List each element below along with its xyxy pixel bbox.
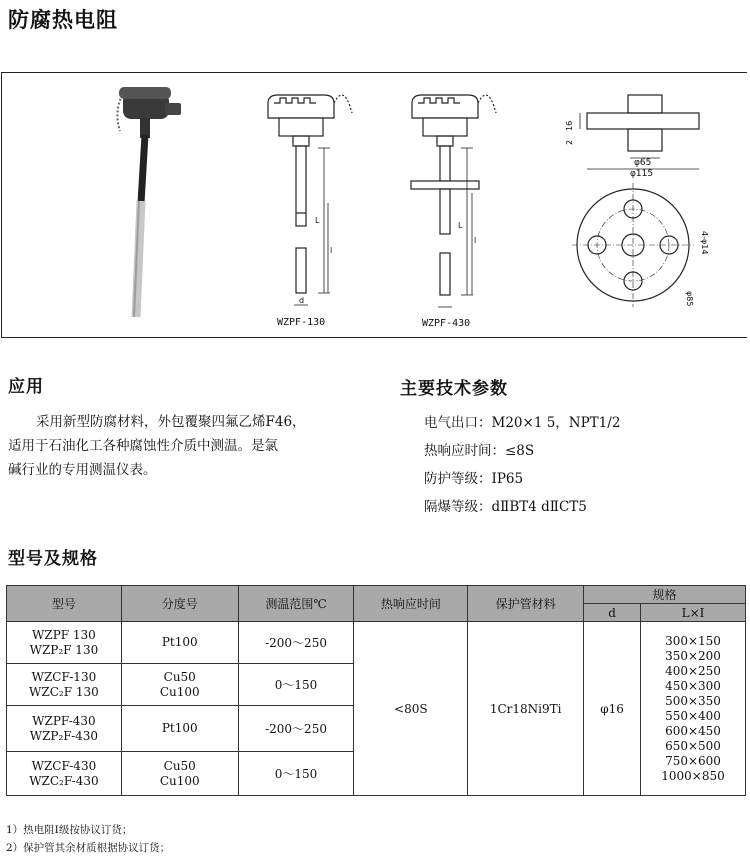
dim-phi115: φ115 — [630, 169, 654, 179]
header-d: d — [584, 604, 641, 622]
graduation-cell: Pt100 — [121, 622, 238, 664]
dim-16: 16 — [565, 120, 574, 131]
header-range: 测温范围℃ — [238, 586, 354, 622]
application-text — [8, 410, 378, 482]
table-header-row — [7, 586, 746, 604]
product-drawing — [2, 73, 748, 339]
spec-table — [6, 585, 746, 796]
dim-l-430: l — [474, 236, 477, 245]
dim-phi85: φ85 — [685, 291, 694, 307]
header-model: 型号 — [7, 586, 122, 622]
lengths-cell: 300×150 350×200 400×250 450×300 500×350 550×400 600×450 650×500 750×600 1000×850 — [641, 622, 746, 796]
graduation-cell: Cu50 Cu100 — [121, 664, 238, 706]
param-protection-grade: 防护等级：IP65 — [424, 471, 524, 487]
wzpf-430-drawing — [411, 95, 496, 307]
dim-2: 2 — [565, 139, 574, 145]
params-heading: 主要技术参数 — [400, 379, 508, 399]
range-cell: 0～150 — [238, 752, 354, 796]
range-cell: -200～250 — [238, 706, 354, 752]
header-response: 热响应时间 — [354, 586, 468, 622]
params-list — [424, 409, 744, 521]
note-1: 1）热电阻I级按协议订货； — [6, 824, 133, 836]
header-spec: 规格 — [584, 586, 746, 604]
graduation-cell: Pt100 — [121, 706, 238, 752]
response-cell: <80S — [354, 622, 468, 796]
param-electrical-outlet: 电气出口：M20×1 5，NPT1/2 — [424, 415, 621, 431]
header-graduation: 分度号 — [121, 586, 238, 622]
model-cell: WZCF-430 WZC₂F-430 — [7, 752, 122, 796]
material-cell: 1Cr18Ni9Ti — [468, 622, 584, 796]
header-lxi: L×I — [641, 604, 746, 622]
note-2: 2）保护管其余材质根据协议订货； — [6, 842, 171, 854]
range-cell: -200～250 — [238, 622, 354, 664]
header-material: 保护管材料 — [468, 586, 584, 622]
application-line: 碱行业的专用测温仪表。 — [8, 462, 157, 478]
label-wzpf-130: WZPF-130 — [277, 317, 326, 328]
product-photo — [117, 87, 181, 317]
model-cell: WZPF 130 WZP₂F 130 — [7, 622, 122, 664]
model-cell: WZCF-130 WZC₂F 130 — [7, 664, 122, 706]
label-wzpf-430: WZPF-430 — [422, 318, 471, 329]
dim-d-130: d — [299, 296, 305, 305]
dim-L-130: L — [315, 216, 320, 225]
dim-phi65: φ65 — [634, 158, 652, 168]
dim-holes: 4-φ14 — [700, 231, 709, 255]
range-cell: 0～150 — [238, 664, 354, 706]
dim-l-130: l — [330, 246, 333, 255]
page-title: 防腐热电阻 — [8, 8, 118, 32]
graduation-cell: Cu50 Cu100 — [121, 752, 238, 796]
application-line: 适用于石油化工各种腐蚀性介质中测温。是氯 — [8, 438, 278, 454]
d-cell: φ16 — [584, 622, 641, 796]
dim-L-430: L — [458, 221, 463, 230]
application-heading: 应用 — [8, 377, 44, 397]
param-response-time: 热响应时间：≤8S — [424, 443, 535, 459]
product-drawing-panel — [1, 72, 747, 338]
wzpf-130-drawing — [268, 95, 352, 305]
flange-top-view — [572, 183, 694, 307]
table-row — [7, 622, 746, 664]
param-explosion-grade: 隔爆等级：dⅡBT4 dⅡCT5 — [424, 499, 587, 515]
application-line: 采用新型防腐材料，外包覆聚四氟乙烯F46， — [36, 414, 306, 430]
models-heading: 型号及规格 — [8, 549, 98, 569]
model-cell: WZPF-430 WZP₂F-430 — [7, 706, 122, 752]
